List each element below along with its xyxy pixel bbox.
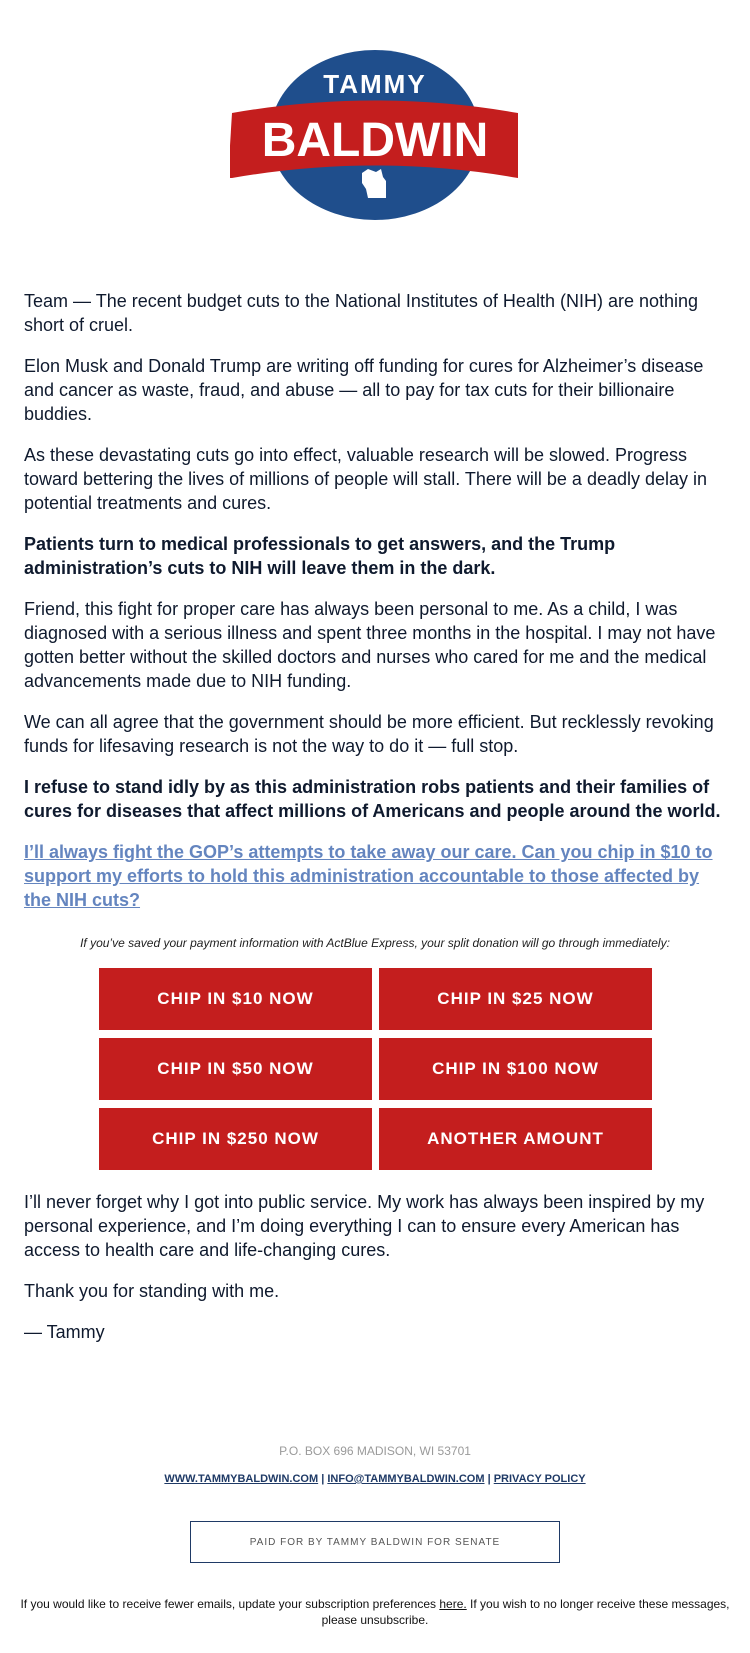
mailing-address: P.O. BOX 696 MADISON, WI 53701 [279, 1444, 471, 1458]
privacy-policy-link[interactable]: PRIVACY POLICY [493, 1473, 586, 1485]
tammy-baldwin-logo [230, 48, 520, 223]
donate-100-button[interactable]: CHIP IN $100 NOW [379, 1038, 652, 1100]
logo-line2: BALDWIN [261, 114, 489, 167]
paragraph-patients: Patients turn to medical professionals to get answers, and the Trump administration’s cuts to NIH will leave them in the dark. [24, 534, 616, 578]
donate-10-button[interactable]: CHIP IN $10 NOW [99, 968, 372, 1030]
actblue-note: If you’ve saved your payment information with ActBlue Express, your split donation will go through immediately: [80, 936, 670, 950]
paragraph-intro: Team — The recent budget cuts to the National Institutes of Health (NIH) are nothing short of cruel. [24, 291, 699, 335]
paid-for-disclaimer: PAID FOR BY TAMMY BALDWIN FOR SENATE [190, 1521, 560, 1563]
donate-50-button[interactable]: CHIP IN $50 NOW [99, 1038, 372, 1100]
donate-250-button[interactable]: CHIP IN $250 NOW [99, 1108, 372, 1170]
unsubscribe-notice [10, 1596, 740, 1628]
email-link[interactable]: INFO@TAMMYBALDWIN.COM [327, 1473, 485, 1485]
paragraph-personal: Friend, this fight for proper care has always been personal to me. As a child, I was diagnosed with a serious illness and spent three months in the hospital. I may not have gotten better without the skilled doctors and nurses who cared for me and the medical advancements made due to NIH funding. [24, 599, 716, 691]
closing-section [24, 1190, 728, 1361]
signoff: — Tammy [24, 1322, 105, 1342]
unsub-text-1: If you would like to receive fewer emails, update your subscription preferences [20, 1597, 440, 1611]
paragraph-public-service: I’ll never forget why I got into public service. My work has always been inspired by my personal experience, and I’m doing everything I can to ensure every American has access to health care and life-changing cures. [24, 1192, 705, 1260]
donate-25-button[interactable]: CHIP IN $25 NOW [379, 968, 652, 1030]
donate-other-button[interactable]: ANOTHER AMOUNT [379, 1108, 652, 1170]
footer-links [0, 1473, 750, 1485]
website-link[interactable]: WWW.TAMMYBALDWIN.COM [164, 1473, 319, 1485]
email-body [24, 289, 728, 912]
paragraph-impact: As these devastating cuts go into effect, valuable research will be slowed. Progress toward bettering the lives of millions of people will stall. There will be a deadly delay in potential treatments and cures. [24, 445, 708, 513]
paragraph-efficiency: We can all agree that the government should be more efficient. But recklessly revoking funds for lifesaving research is not the way to do it — full stop. [24, 712, 714, 756]
preferences-link[interactable]: here. [439, 1597, 467, 1611]
separator: | [318, 1473, 328, 1485]
donate-cta-link[interactable]: I’ll always fight the GOP’s attempts to take away our care. Can you chip in $10 to support my efforts to hold this administration accountable to those affected by the NIH cuts? [24, 842, 713, 910]
paragraph-funding: Elon Musk and Donald Trump are writing off funding for cures for Alzheimer’s disease and cancer as waste, fraud, and abuse — all to pay for tax cuts for their billionaire buddies. [24, 356, 704, 424]
paragraph-refuse: I refuse to stand idly by as this administration robs patients and their families of cures for diseases that affect millions of Americans and people around the world. [24, 777, 721, 821]
separator: | [484, 1473, 494, 1485]
paragraph-thanks: Thank you for standing with me. [24, 1281, 280, 1301]
unsub-text-2: If you wish to no longer receive these messages, please unsubscribe. [321, 1597, 730, 1627]
logo-line1: TAMMY [323, 69, 427, 99]
